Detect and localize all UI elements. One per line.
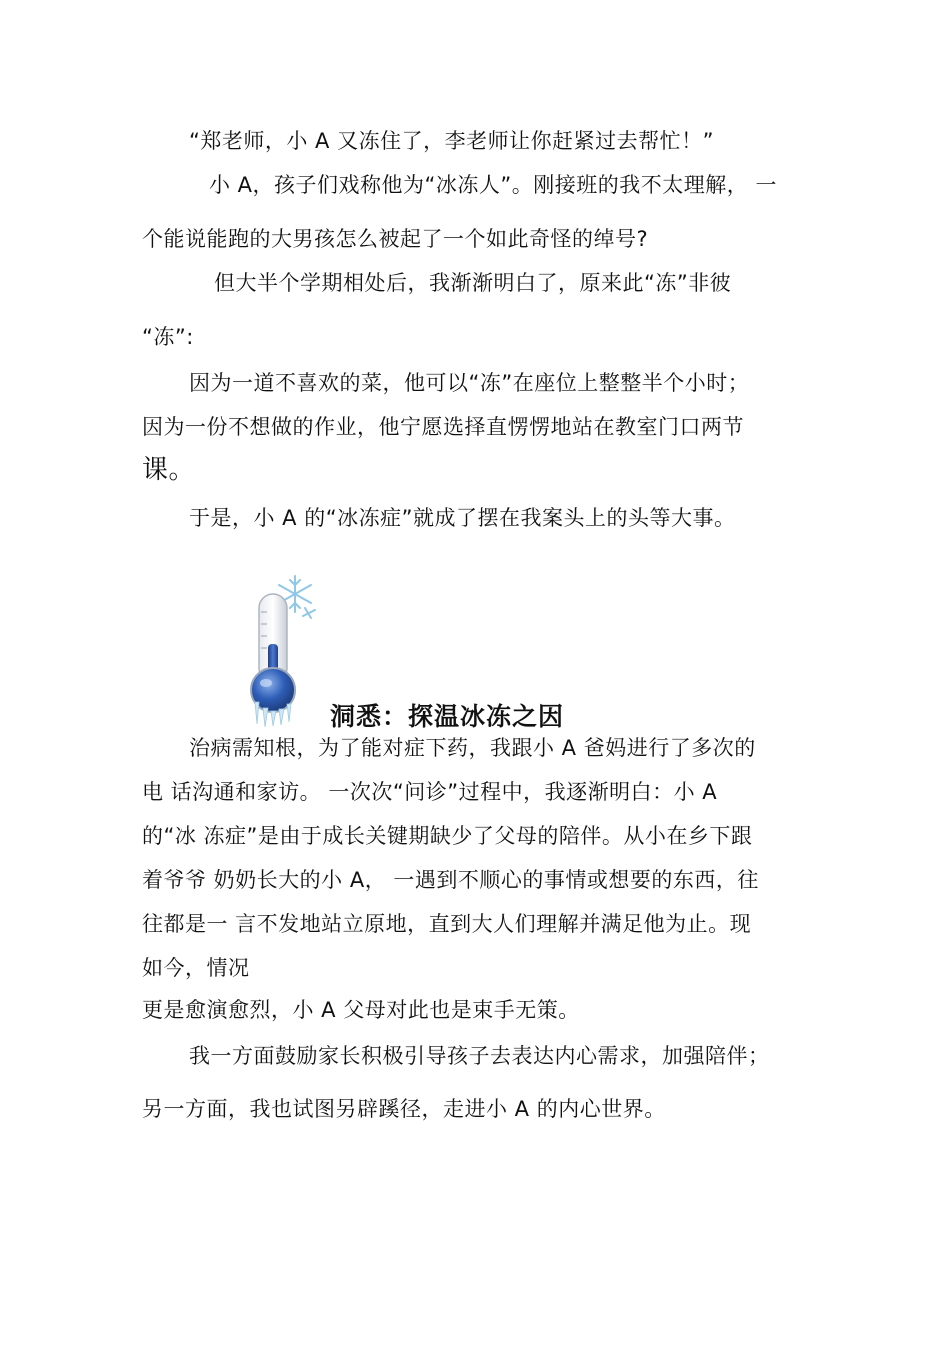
thermometer-snowflake-icon	[243, 572, 323, 727]
paragraph-line: 但大半个学期相处后，我渐渐明白了，原来此“冻”非彼	[214, 271, 732, 295]
paragraph-line: 着爷爷 奶奶长大的小 A， 一遇到不顺心的事情或想要的东西，往	[142, 868, 759, 892]
paragraph-line: 更是愈演愈烈，小 A 父母对此也是束手无策。	[142, 998, 580, 1022]
paragraph-line: 电 话沟通和家访。 一次次“问诊”过程中，我逐渐明白：小 A	[142, 780, 718, 804]
paragraph-line: 如今，情况	[142, 956, 250, 980]
paragraph-line: 个能说能跑的大男孩怎么被起了一个如此奇怪的绰号?	[142, 227, 649, 251]
section-heading: 洞悉：探温冰冻之因	[330, 702, 565, 731]
paragraph-line: 于是，小 A 的“冰冻症”就成了摆在我案头上的头等大事。	[189, 506, 736, 530]
paragraph-line: 的“冰 冻症”是由于成长关键期缺少了父母的陪伴。从小在乡下跟	[142, 824, 753, 848]
paragraph-line: 往都是一 言不发地站立原地，直到大人们理解并满足他为止。现	[142, 912, 752, 936]
paragraph-line: 小 A，孩子们戏称他为“冰冻人”。刚接班的我不太理解， 一	[209, 173, 777, 197]
paragraph-line: “郑老师，小 A 又冻住了，李老师让你赶紧过去帮忙！”	[189, 129, 714, 153]
paragraph-line: “冻”:	[142, 325, 194, 349]
paragraph-line: 因为一份不想做的作业，他宁愿选择直愣愣地站在教室门口两节	[142, 415, 744, 439]
paragraph-line: 因为一道不喜欢的菜，他可以“冻”在座位上整整半个小时；	[189, 371, 750, 395]
paragraph-line: 课。	[142, 455, 196, 485]
paragraph-line: 我一方面鼓励家长积极引导孩子去表达内心需求，加强陪伴；	[189, 1044, 770, 1068]
paragraph-line: 另一方面，我也试图另辟蹊径，走进小 A 的内心世界。	[142, 1097, 666, 1121]
paragraph-line: 治病需知根，为了能对症下药，我跟小 A 爸妈进行了多次的	[189, 736, 756, 760]
